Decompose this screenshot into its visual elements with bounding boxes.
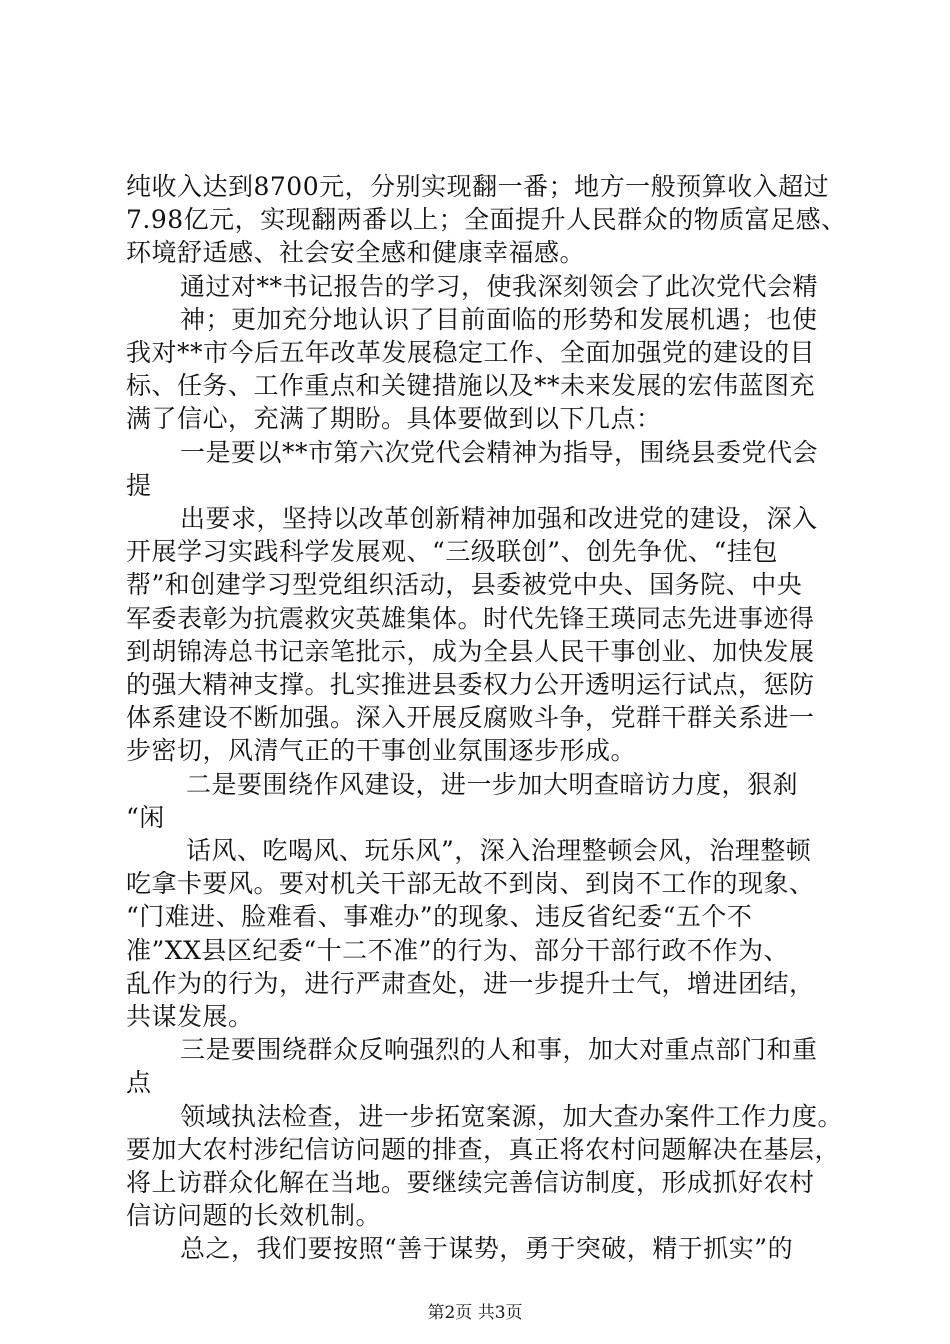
text-line: 步密切，风清气正的干事创业氛围逐步形成。 [126, 736, 637, 765]
text-line: 点 [126, 1068, 152, 1097]
text-line: 神；更加充分地认识了目前面临的形势和发展机遇；也使 [180, 305, 818, 334]
text-line: 准”XX县区纪委“十二不准”的行为、部分干部行政不作为、 [126, 936, 789, 965]
text-line: 满了信心，充满了期盼。具体要做到以下几点： [126, 404, 662, 433]
text-line: 帮”和创建学习型党组织活动，县委被党中央、国务院、中央 [126, 570, 803, 599]
text-line: 体系建设不断加强。深入开展反腐败斗争，党群干群关系进一 [126, 703, 815, 732]
text-line: 通过对**书记报告的学习，使我深刻领会了此次党代会精 [180, 272, 819, 301]
text-line: 的强大精神支撑。扎实推进县委权力公开透明运行试点，惩防 [126, 670, 815, 699]
text-line: 出要求，坚持以改革创新精神加强和改进党的建设，深入 [180, 504, 818, 533]
text-line: 提 [126, 471, 152, 500]
text-line: 三是要围绕群众反响强烈的人和事，加大对重点部门和重 [180, 1035, 818, 1064]
text-line: 纯收入达到8700元，分别实现翻一番；地方一般预算收入超过 [126, 172, 830, 201]
text-line: 信访问题的长效机制。 [126, 1201, 382, 1230]
text-line: 将上访群众化解在当地。要继续完善信访制度，形成抓好农村 [126, 1168, 815, 1197]
text-line: 总之，我们要按照“善于谋势，勇于突破，精于抓实”的 [180, 1234, 794, 1263]
text-line: 一是要以**市第六次党代会精神为指导，围绕县委党代会 [180, 438, 819, 467]
page-number: 第2页 共3页 [427, 1303, 523, 1323]
text-line: “门难进、脸难看、事难办”的现象、违反省纪委“五个不 [126, 902, 753, 931]
text-line: 吃拿卡要风。要对机关干部无故不到岗、到岗不工作的现象、 [126, 869, 815, 898]
text-line: 二是要围绕作风建设，进一步加大明查暗访力度，狠刹 [186, 770, 799, 799]
text-line: 话风、吃喝风、玩乐风”，深入治理整顿会风，治理整顿 [186, 836, 812, 865]
text-line: 领域执法检查，进一步拓宽案源，加大查办案件工作力度。 [180, 1102, 844, 1131]
text-line: 要加大农村涉纪信访问题的排查，真正将农村问题解决在基层， [126, 1135, 841, 1164]
text-line: 环境舒适感、社会安全感和健康幸福感。 [126, 238, 586, 267]
text-line: 军委表彰为抗震救灾英雄集体。时代先锋王瑛同志先进事迹得 [126, 604, 815, 633]
text-line: 7.98亿元，实现翻两番以上；全面提升人民群众的物质富足感、 [126, 205, 847, 234]
text-line: 到胡锦涛总书记亲笔批示，成为全县人民干事创业、加快发展 [126, 637, 815, 666]
text-line: 乱作为的行为，进行严肃查处，进一步提升士气，增进团结， [126, 969, 815, 998]
text-line: 我对**市今后五年改革发展稳定工作、全面加强党的建设的目 [126, 338, 816, 367]
text-line: “闲 [126, 803, 165, 832]
text-line: 开展学习实践科学发展观、“三级联创”、创先争优、“挂包 [126, 537, 778, 566]
text-line: 标、任务、工作重点和关键措施以及**未来发展的宏伟蓝图充 [126, 371, 816, 400]
text-line: 共谋发展。 [126, 1002, 254, 1031]
